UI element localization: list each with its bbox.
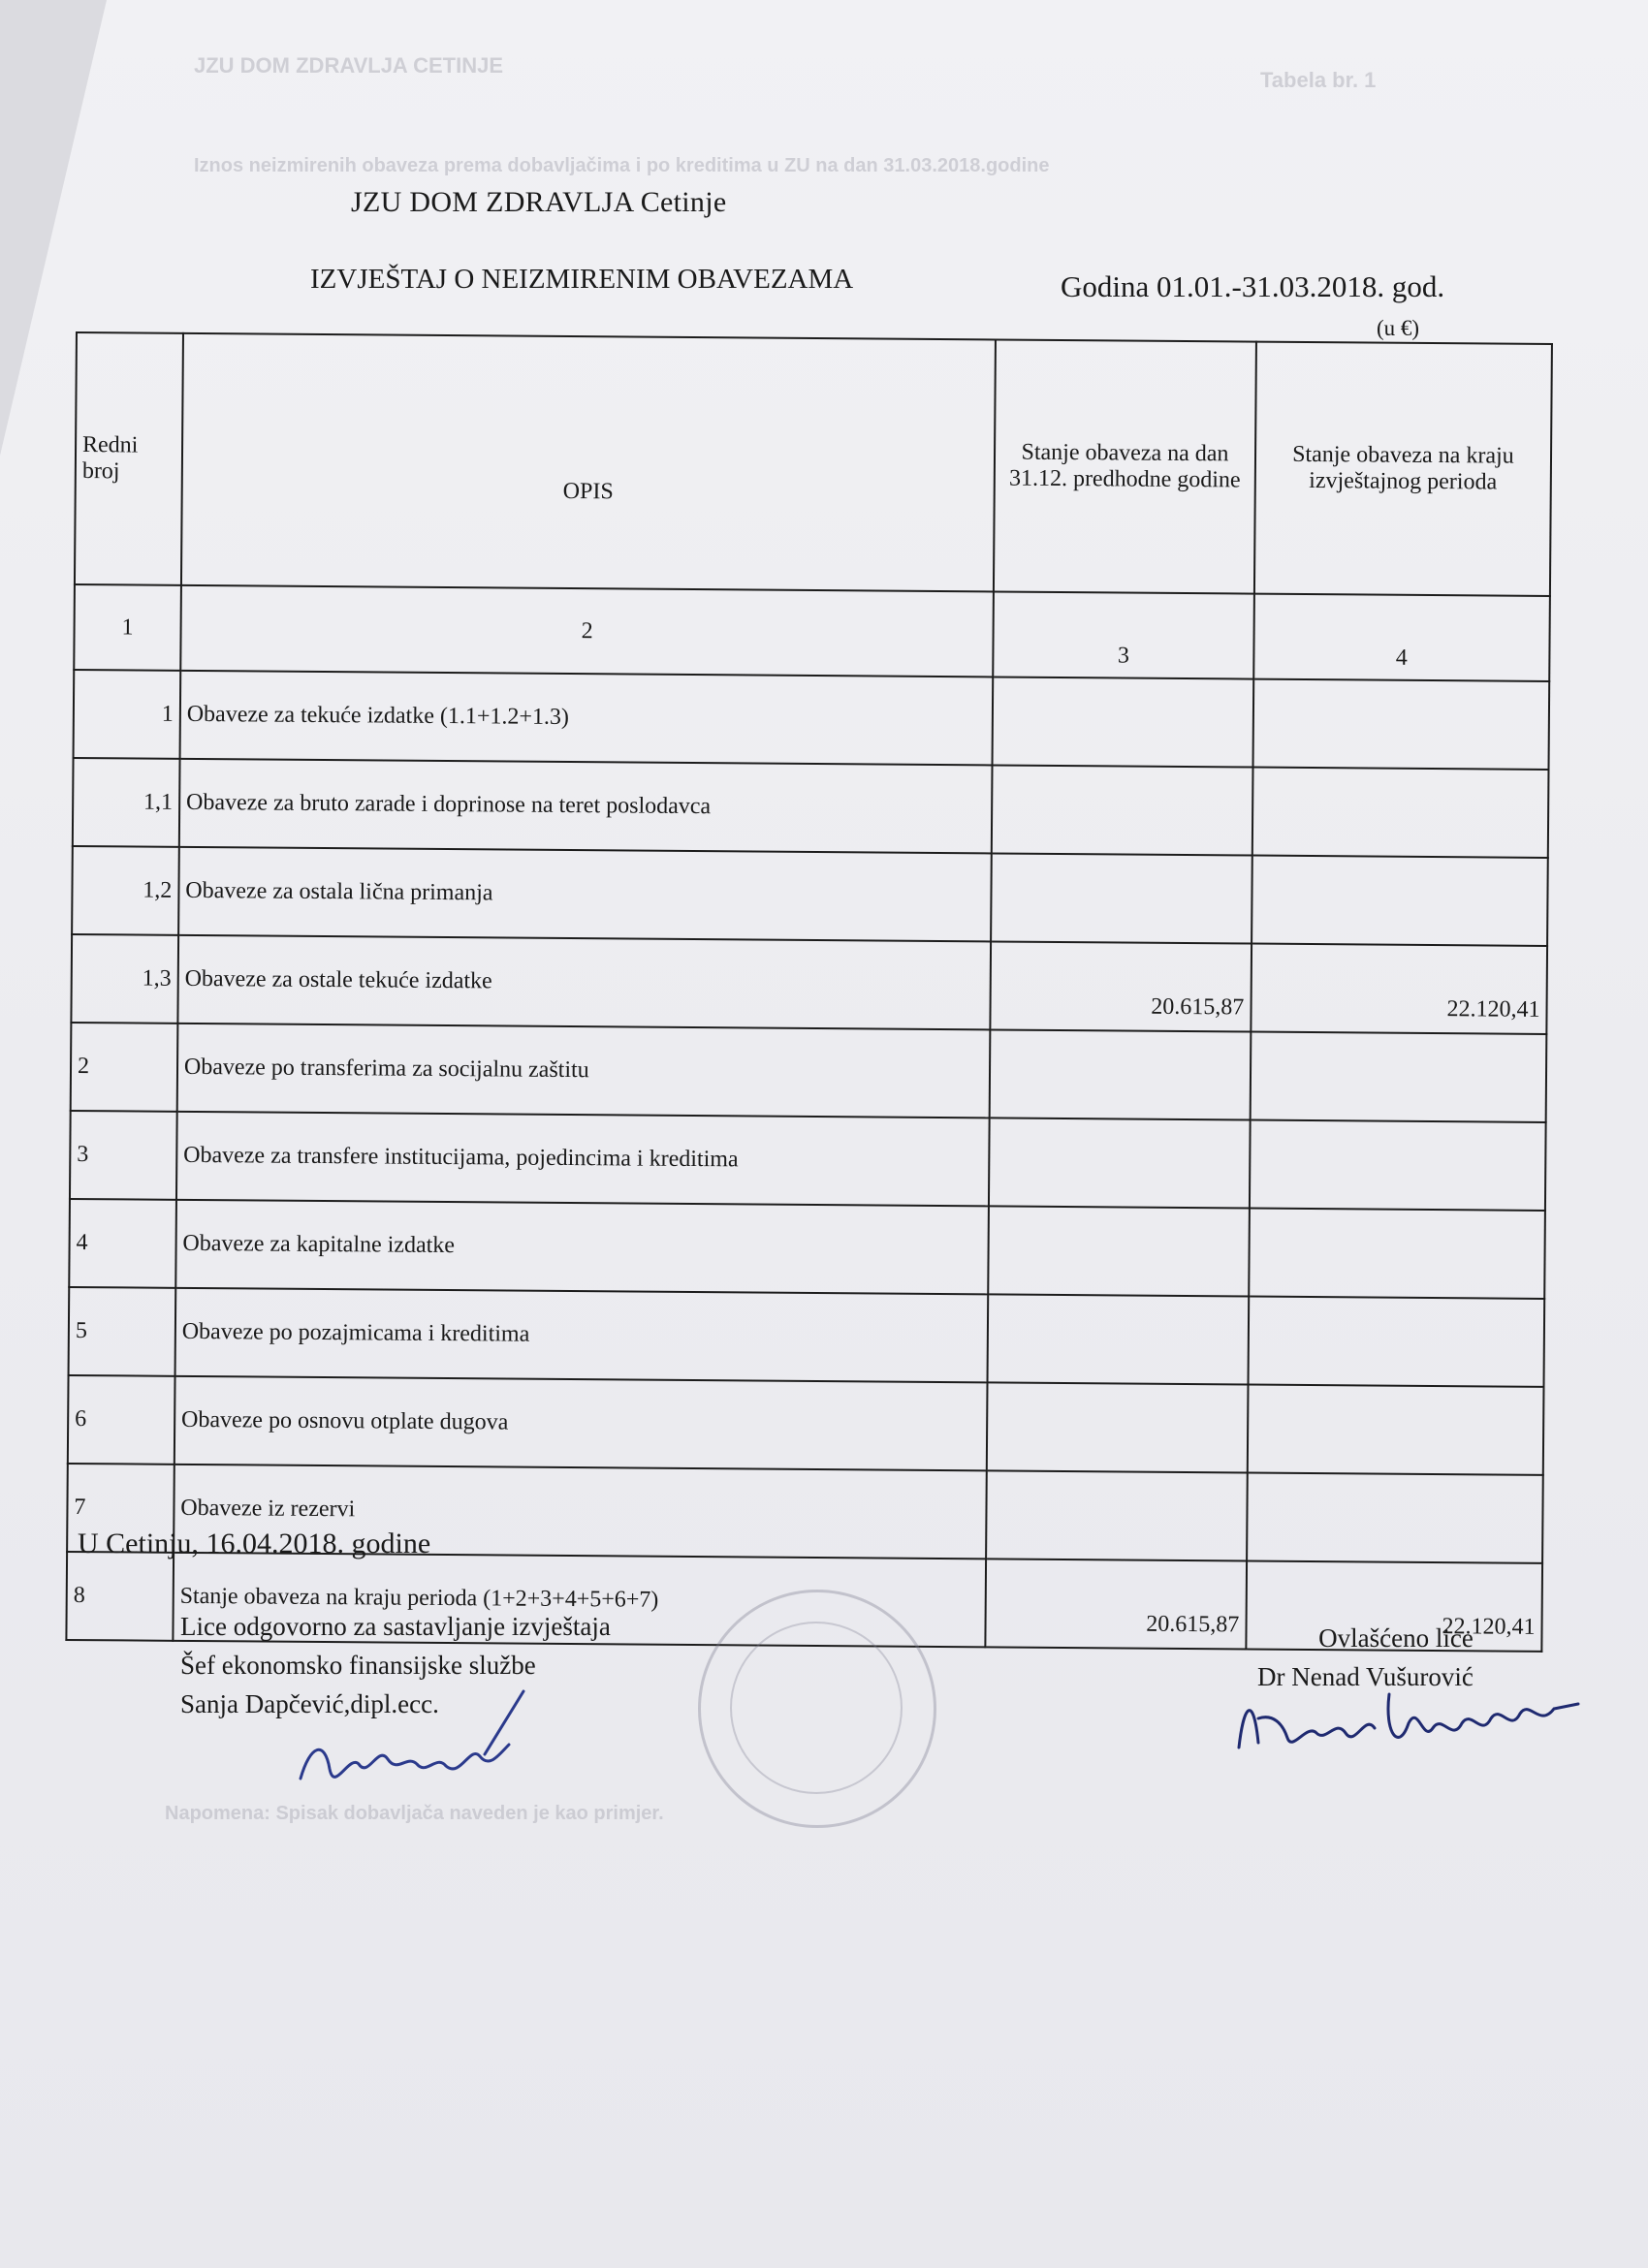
row-description: Obaveze po pozajmicama i kreditima (174, 1288, 988, 1383)
row-code: 8 (66, 1552, 174, 1641)
row-current-amount (1248, 1385, 1544, 1475)
column-numbers-row (74, 584, 1550, 681)
column-number: 1 (74, 584, 181, 671)
row-previous-amount (987, 1382, 1248, 1472)
row-current-amount (1250, 1120, 1546, 1211)
table-row (70, 1111, 1546, 1211)
row-description: Obaveze po transferima za socijalnu zaštitu (177, 1024, 991, 1118)
row-description: Obaveze za tekuće izdatke (1.1+1.2+1.3) (179, 671, 993, 766)
row-description: Stanje obaveza na kraju perioda (1+2+3+4+5+6+7) (173, 1553, 986, 1648)
column-header-period-end-balance: Stanje obaveza na kraju izvještajnog perioda (1254, 342, 1552, 596)
report-title: IZVJEŠTAJ O NEIZMIRENIM OBAVEZAMA (310, 264, 854, 295)
table-header-row (75, 332, 1552, 596)
row-current-amount (1252, 768, 1549, 858)
table-row (74, 670, 1550, 770)
row-description: Obaveze za kapitalne izdatke (175, 1200, 989, 1295)
table-row (73, 758, 1549, 858)
row-previous-amount (990, 1029, 1251, 1119)
place-and-date: U Cetinju, 16.04.2018. godine (78, 1528, 431, 1559)
row-previous-amount (988, 1206, 1249, 1296)
obligations-table (65, 331, 1553, 1653)
row-current-amount (1252, 679, 1549, 770)
official-stamp-inner-ring (730, 1622, 903, 1794)
authorized-name: Dr Nenad Vušurović (1257, 1662, 1474, 1691)
table-row (69, 1287, 1545, 1387)
table-row (68, 1375, 1544, 1475)
column-number: 4 (1253, 594, 1550, 681)
responsible-name: Sanja Dapčević,dipl.ecc. (180, 1689, 439, 1718)
show-through-subtitle: Iznos neizmirenih obaveza prema dobavljačima i po kreditima u ZU na dan 31.03.2018.godine (194, 155, 1050, 176)
column-number: 2 (180, 585, 994, 677)
row-previous-amount (991, 853, 1252, 943)
row-description: Obaveze po osnovu otplate dugova (174, 1376, 988, 1471)
row-code: 1,3 (71, 934, 178, 1024)
row-current-amount (1250, 1032, 1546, 1122)
table-row (71, 1023, 1547, 1122)
row-current-amount (1247, 1473, 1543, 1563)
row-description: Obaveze za transfere institucijama, pojedincima i kreditima (176, 1112, 990, 1207)
row-current-amount: 22.120,41 (1251, 944, 1547, 1034)
responsible-title: Šef ekonomsko finansijske službe (180, 1651, 536, 1680)
authorized-role: Ovlašćeno lice (1318, 1623, 1474, 1653)
row-current-amount (1248, 1297, 1544, 1387)
table-row (71, 934, 1547, 1034)
report-period: Godina 01.01.-31.03.2018. god. (1061, 269, 1445, 303)
show-through-note: Napomena: Spisak dobavljača naveden je kao primjer. (165, 1803, 664, 1824)
column-header-previous-balance: Stanje obaveza na dan 31.12. predhodne godine (994, 339, 1256, 593)
column-header-opis: OPIS (181, 333, 996, 592)
row-description: Obaveze iz rezervi (174, 1465, 987, 1559)
row-code: 2 (71, 1023, 178, 1112)
row-code: 7 (67, 1464, 174, 1553)
show-through-table-number: Tabela br. 1 (1260, 68, 1377, 92)
row-previous-amount (986, 1470, 1247, 1560)
row-previous-amount: 20.615,87 (991, 941, 1252, 1031)
row-current-amount (1252, 856, 1548, 946)
row-previous-amount (989, 1118, 1250, 1208)
table-row (72, 846, 1548, 946)
row-description: Obaveze za ostala lična primanja (178, 847, 992, 942)
row-code: 1,2 (72, 846, 179, 935)
row-code: 3 (70, 1111, 177, 1200)
row-previous-amount (993, 677, 1253, 767)
row-previous-amount: 20.615,87 (986, 1559, 1247, 1649)
row-description: Obaveze za bruto zarade i doprinose na teret poslodavca (179, 759, 993, 854)
row-previous-amount (992, 765, 1252, 855)
column-header-redni-broj: Redni broj (75, 332, 183, 585)
row-current-amount (1249, 1209, 1545, 1299)
row-code: 5 (69, 1287, 176, 1376)
responsible-role: Lice odgovorno za sastavljanje izvještaja (180, 1612, 611, 1641)
row-description: Obaveze za ostale tekuće izdatke (177, 935, 991, 1030)
show-through-header: JZU DOM ZDRAVLJA CETINJE (194, 53, 504, 78)
row-previous-amount (988, 1294, 1249, 1384)
signature-right (1229, 1675, 1588, 1762)
column-number: 3 (993, 591, 1253, 678)
signature-left (291, 1686, 533, 1803)
currency-note: (u €) (1377, 316, 1420, 340)
row-current-amount: 22.120,41 (1246, 1561, 1542, 1652)
table-row (69, 1199, 1545, 1299)
row-code: 1,1 (73, 758, 180, 847)
official-stamp (698, 1590, 936, 1828)
institution-name: JZU DOM ZDRAVLJA Cetinje (351, 186, 727, 218)
row-code: 1 (74, 670, 181, 759)
row-code: 4 (69, 1199, 176, 1288)
row-code: 6 (68, 1375, 175, 1465)
